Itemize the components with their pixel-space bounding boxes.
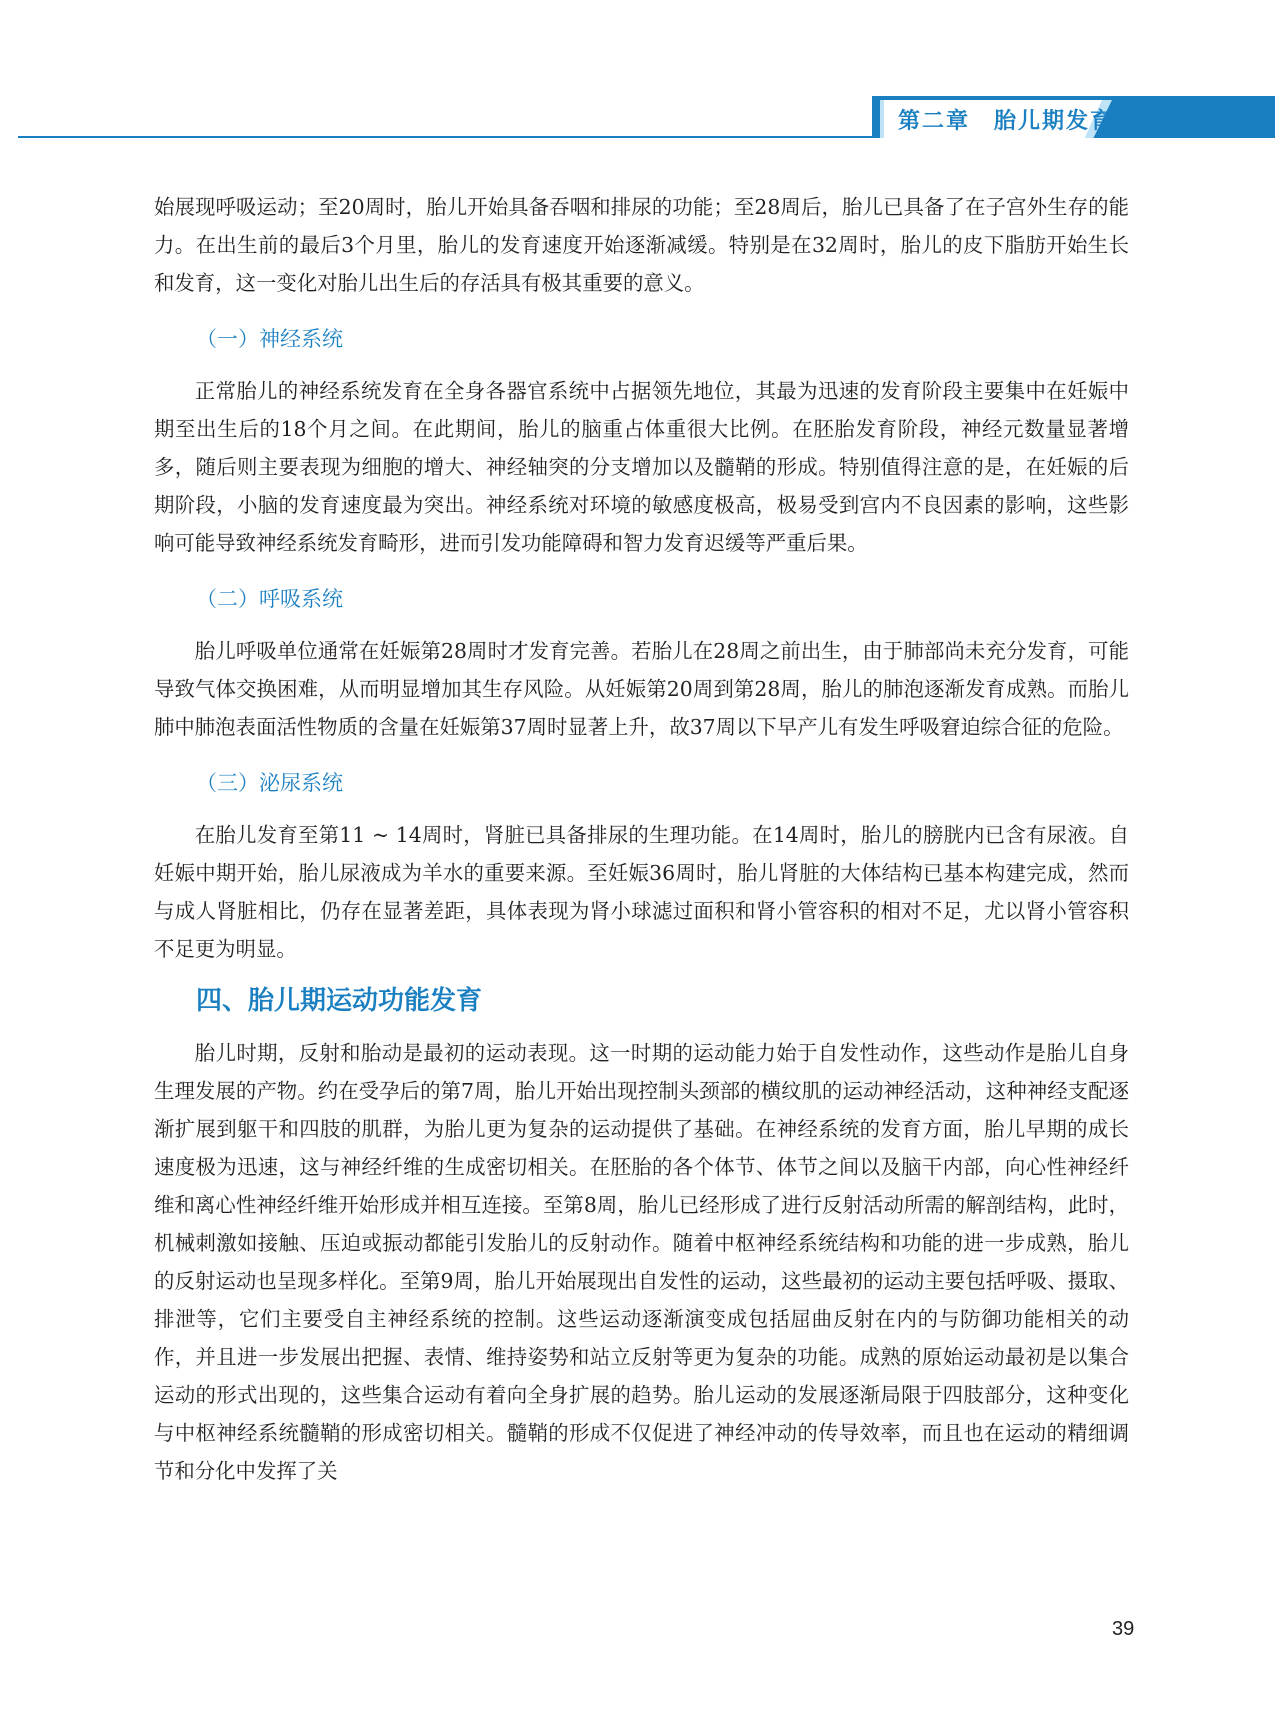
subsection-text-nervous: 正常胎儿的神经系统发育在全身各器官系统中占据领先地位，其最为迅速的发育阶段主要集中在妊娠中期至出生后的18个月之间。在此期间，胎儿的脑重占体重很大比例。在胚胎发育阶段，神经元数量显著增多，随后则主要表现为细胞的增大、神经轴突的分支增加以及髓鞘的形成。特别值得注意的是，在妊娠的后期阶段，小脑的发育速度最为突出。神经系统对环境的敏感度极高，极易受到宫内不良因素的影响，这些影响可能导致神经系统发育畸形，进而引发功能障碍和智力发育迟缓等严重后果。	[154, 379, 1129, 555]
subsection-text-respiratory: 胎儿呼吸单位通常在妊娠第28周时才发育完善。若胎儿在28周之前出生，由于肺部尚未充分发育，可能导致气体交换困难，从而明显增加其生存风险。从妊娠第20周到第28周，胎儿的肺泡逐渐发育成熟。而胎儿肺中肺泡表面活性物质的含量在妊娠第37周时显著上升，故37周以下早产儿有发生呼吸窘迫综合征的危险。	[154, 639, 1129, 739]
subsection-text-urinary: 在胎儿发育至第11 ~ 14周时，肾脏已具备排尿的生理功能。在14周时，胎儿的膀胱内已含有尿液。自妊娠中期开始，胎儿尿液成为羊水的重要来源。至妊娠36周时，胎儿肾脏的大体结构已基本构建完成，然而与成人肾脏相比，仍存在显著差距，具体表现为肾小球滤过面积和肾小管容积的相对不足，尤以肾小管容积不足更为明显。	[154, 823, 1129, 961]
subsection-heading-respiratory: （二）呼吸系统	[196, 587, 343, 611]
page-number: 39	[1112, 1618, 1135, 1640]
chapter-title: 第二章 胎儿期发育	[898, 109, 1115, 134]
intro-paragraph: 始展现呼吸运动；至20周时，胎儿开始具备吞咽和排尿的功能；至28周后，胎儿已具备了在子宫外生存的能力。在出生前的最后3个月里，胎儿的发育速度开始逐渐减缓。特别是在32周时，胎儿的皮下脂肪开始生长和发育，这一变化对胎儿出生后的存活具有极其重要的意义。	[154, 195, 1129, 295]
subsection-heading-nervous: （一）神经系统	[196, 327, 343, 351]
section-heading-motor: 四、胎儿期运动功能发育	[196, 986, 483, 1016]
section-text-motor: 胎儿时期，反射和胎动是最初的运动表现。这一时期的运动能力始于自发性动作，这些动作是胎儿自身生理发展的产物。约在受孕后的第7周，胎儿开始出现控制头颈部的横纹肌的运动神经活动，这种神经支配逐渐扩展到躯干和四肢的肌群，为胎儿更为复杂的运动提供了基础。在神经系统的发育方面，胎儿早期的成长速度极为迅速，这与神经纤维的生成密切相关。在胚胎的各个体节、体节之间以及脑干内部，向心性神经纤维和离心性神经纤维开始形成并相互连接。至第8周，胎儿已经形成了进行反射活动所需的解剖结构，此时，机械刺激如接触、压迫或振动都能引发胎儿的反射动作。随着中枢神经系统结构和功能的进一步成熟，胎儿的反射运动也呈现多样化。至第9周，胎儿开始展现出自发性的运动，这些最初的运动主要包括呼吸、摄取、排泄等，它们主要受自主神经系统的控制。这些运动逐渐演变成包括屈曲反射在内的与防御功能相关的动作，并且进一步发展出把握、表情、维持姿势和站立反射等更为复杂的功能。成熟的原始运动最初是以集合运动的形式出现的，这些集合运动有着向全身扩展的趋势。胎儿运动的发展逐渐局限于四肢部分，这种变化与中枢神经系统髓鞘的形成密切相关。髓鞘的形成不仅促进了神经冲动的传导效率，而且也在运动的精细调节和分化中发挥了关	[154, 1041, 1129, 1483]
page-body	[154, 188, 1129, 1490]
subsection-heading-urinary: （三）泌尿系统	[196, 771, 343, 795]
